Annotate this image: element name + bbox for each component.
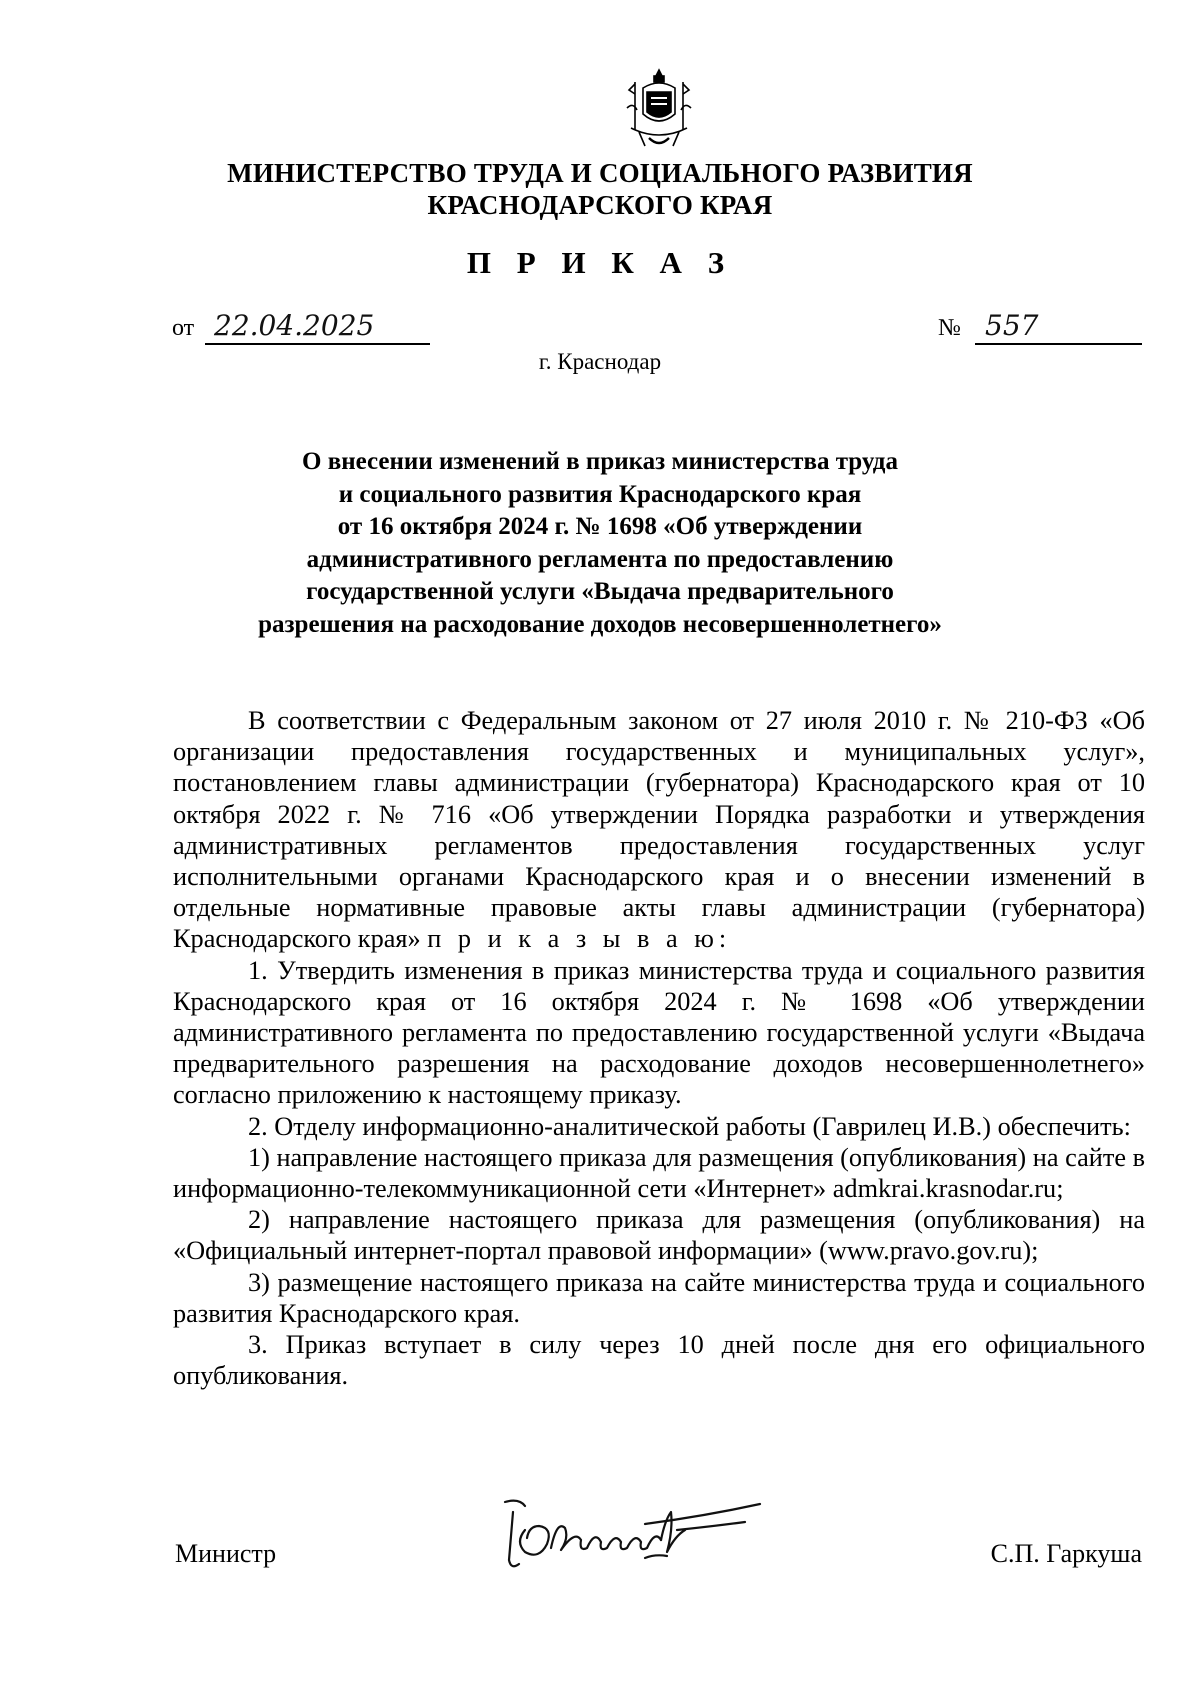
item-1: 1. Утвердить изменения в приказ министерства труда и социального развития Краснодарского края от 16 октября 2024 г. № 1698 «Об утверждении административного регламента по предоставлению государственной услуги «Выдача предварительного разрешения на расходование доходов несовершеннолетнего» согласно приложению к настоящему приказу. [173,955,1145,1110]
order-word: п р и к а з ы в а ю: [427,924,732,954]
number-handwritten: 557 [985,309,1039,342]
number-underline [975,343,1142,345]
handwritten-signature-image [495,1490,795,1590]
ministry-name-line2: КРАСНОДАРСКОГО КРАЯ [427,190,773,220]
item-3: 3. Приказ вступает в силу через 10 дней после дня его официального опубликования. [173,1330,1145,1391]
document-body [173,705,1145,1391]
subject-line: государственной услуги «Выдача предварительного [306,578,894,605]
subject-line: административного регламента по предоставлению [306,545,894,573]
city-line: г. Краснодар [538,349,662,374]
number-prefix: № [938,315,961,341]
item-2: 2. Отделу информационно-аналитической работы (Гаврилец И.В.) обеспечить: [248,1111,1131,1141]
document-subject [0,446,1200,641]
date-handwritten: 22.04.2025 [214,309,375,342]
preamble-text: В соответствии с Федеральным законом от 27 июля 2010 г. № 210-ФЗ «Об организации предоставления государственных и муниципальных услуг», постановлением главы администрации (губернатора) Краснодарского края от 10 октября 2022 г. № 716 «Об утверждении Порядка разработки и утверждения административных регламентов предоставления государственных услуг исполнительными органами Краснодарского края и о внесении изменений в отдельные нормативные правовые акты главы администрации (губернатора) Краснодарского края» [173,706,1145,954]
coat-of-arms-icon [625,68,693,150]
signatory-name: С.П. Гаркуша [990,1539,1142,1568]
document-type-title: П Р И К А З [466,245,734,280]
subject-line: разрешения на расходование доходов несовершеннолетнего» [258,610,942,638]
subject-line: и социального развития Краснодарского края [338,480,862,508]
subject-line: О внесении изменений в приказ министерства труда [302,448,898,475]
ministry-name-line1: МИНИСТЕРСТВО ТРУДА И СОЦИАЛЬНОГО РАЗВИТИЯ [227,158,973,188]
item-2-2: 2) направление настоящего приказа для размещения (опубликования) на «Официальный интернет-портал правовой информации» (www.pravo.gov.ru); [173,1205,1145,1266]
signatory-position: Министр [175,1539,277,1568]
item-2-1: 1) направление настоящего приказа для размещения (опубликования) на сайте в информационно-телекоммуникационной сети «Интернет» admkrai.krasnodar.ru; [173,1142,1145,1204]
date-underline [205,343,430,345]
date-prefix: от [172,315,195,341]
preamble-paragraph [173,705,1145,955]
item-2-3: 3) размещение настоящего приказа на сайте министерства труда и социального развития Краснодарского края. [173,1267,1145,1328]
subject-line: от 16 октября 2024 г. № 1698 «Об утверждении [337,513,863,540]
